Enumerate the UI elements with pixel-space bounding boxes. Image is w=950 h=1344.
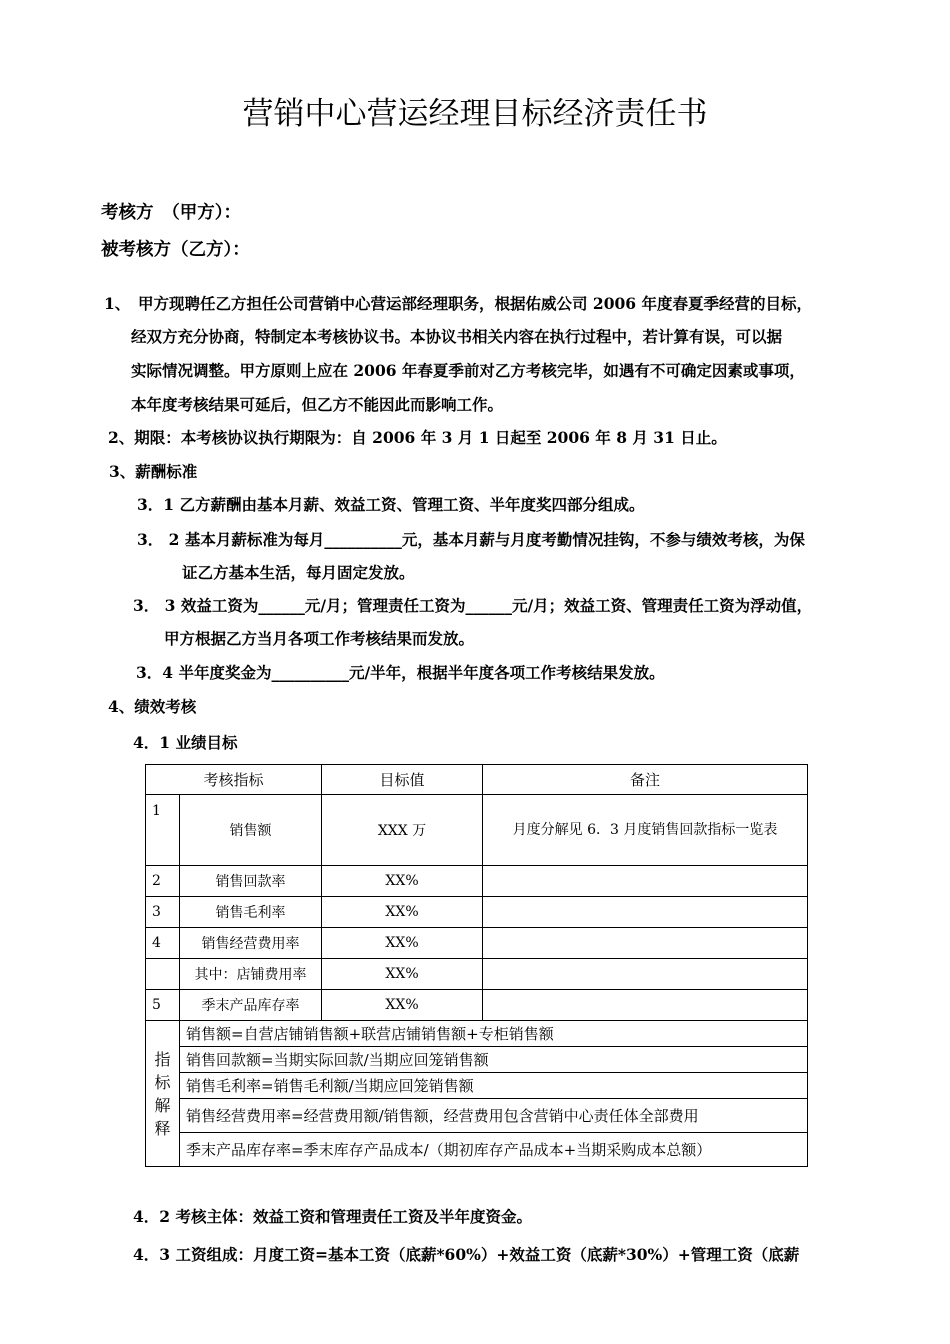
explanation-item: 销售回款额=当期实际回款/当期应回笼销售额: [180, 1047, 808, 1073]
explanation-row: [146, 1073, 808, 1099]
performance-target-table: [145, 764, 808, 1167]
header-remark: 备注: [483, 765, 808, 795]
party-a-label: 考核方 （甲方）：: [101, 203, 241, 223]
clause3-3-line2: 甲方根据乙方当月各项工作考核结果而发放。: [164, 629, 475, 648]
explanation-item: 销售毛利率=销售毛利额/当期应回笼销售额: [180, 1073, 808, 1099]
clause1-line1: 1、 甲方现聘任乙方担任公司营销中心营运部经理职务，根据佑威公司 2006 年度春夏季经营的目标，: [104, 294, 812, 313]
party-b-label: 被考核方（乙方）：: [101, 240, 250, 260]
clause4-2: 4．2 考核主体：效益工资和管理责任工资及半年度资金。: [133, 1207, 532, 1226]
table-row: [146, 990, 808, 1021]
row-indicator: 其中：店铺费用率: [180, 959, 322, 990]
explanation-row: [146, 1133, 808, 1167]
table-row: [146, 795, 808, 866]
header-indicator: 考核指标: [146, 765, 322, 795]
row-number: [146, 959, 180, 990]
row-number: 4: [146, 928, 180, 959]
row-remark: [483, 928, 808, 959]
explanation-row: [146, 1047, 808, 1073]
clause3-4: 3．4 半年度奖金为__________元/半年，根据半年度各项工作考核结果发放。: [136, 663, 665, 682]
row-number: 5: [146, 990, 180, 1021]
row-indicator: 销售额: [180, 795, 322, 866]
row-number: 1: [146, 795, 180, 866]
clause1-line3: 实际情况调整。甲方原则上应在 2006 年春夏季前对乙方考核完毕，如遇有不可确定因素或事项，: [131, 361, 805, 380]
row-target: XX%: [322, 866, 483, 897]
row-remark: [483, 959, 808, 990]
clause1-line4: 本年度考核结果可延后，但乙方不能因此而影响工作。: [131, 395, 504, 414]
clause4-heading: 4、绩效考核: [108, 697, 197, 716]
clause3-2-line1: 3． 2 基本月薪标准为每月__________元，基本月薪与月度考勤情况挂钩，不参与绩效考核，为保: [137, 530, 805, 549]
row-remark: [483, 897, 808, 928]
clause4-1: 4．1 业绩目标: [133, 733, 238, 752]
clause3-1: 3．1 乙方薪酬由基本月薪、效益工资、管理工资、半年度奖四部分组成。: [137, 495, 645, 514]
table-row: [146, 928, 808, 959]
table-header-row: [146, 765, 808, 795]
explanation-item: 销售额=自营店铺销售额+联营店铺销售额+专柜销售额: [180, 1021, 808, 1047]
row-number: 3: [146, 897, 180, 928]
explanation-row: [146, 1021, 808, 1047]
row-number: 2: [146, 866, 180, 897]
clause3-heading: 3、薪酬标准: [109, 462, 198, 481]
row-indicator: 季末产品库存率: [180, 990, 322, 1021]
row-target: XX%: [322, 959, 483, 990]
row-remark: [483, 990, 808, 1021]
explanation-label: 指 标 解 释: [146, 1021, 180, 1167]
row-indicator: 销售毛利率: [180, 897, 322, 928]
row-remark: 月度分解见 6．3 月度销售回款指标一览表: [483, 795, 808, 866]
explanation-row: [146, 1099, 808, 1133]
row-target: XX%: [322, 928, 483, 959]
header-target: 目标值: [322, 765, 483, 795]
row-target: XXX 万: [322, 795, 483, 866]
explanation-item: 季末产品库存率=季末库存产品成本/（期初库存产品成本+当期采购成本总额）: [180, 1133, 808, 1167]
clause1-line2: 经双方充分协商，特制定本考核协议书。本协议书相关内容在执行过程中，若计算有误，可以据: [131, 327, 783, 346]
table-row: [146, 866, 808, 897]
document-title: 营销中心营运经理目标经济责任书: [242, 96, 708, 132]
row-target: XX%: [322, 990, 483, 1021]
table-row: [146, 897, 808, 928]
clause4-3: 4．3 工资组成：月度工资=基本工资（底薪*60%）+效益工资（底薪*30%）+管理工资（底薪: [133, 1245, 800, 1264]
explanation-item: 销售经营费用率=经营费用额/销售额，经营费用包含营销中心责任体全部费用: [180, 1099, 808, 1133]
clause3-3-line1: 3． 3 效益工资为______元/月；管理责任工资为______元/月；效益工资、管理责任工资为浮动值，: [133, 596, 813, 615]
row-remark: [483, 866, 808, 897]
clause3-2-line2: 证乙方基本生活，每月固定发放。: [182, 563, 415, 582]
row-indicator: 销售回款率: [180, 866, 322, 897]
clause2: 2、期限：本考核协议执行期限为：自 2006 年 3 月 1 日起至 2006 年 8 月 31 日止。: [108, 428, 727, 447]
table-row: [146, 959, 808, 990]
row-target: XX%: [322, 897, 483, 928]
row-indicator: 销售经营费用率: [180, 928, 322, 959]
